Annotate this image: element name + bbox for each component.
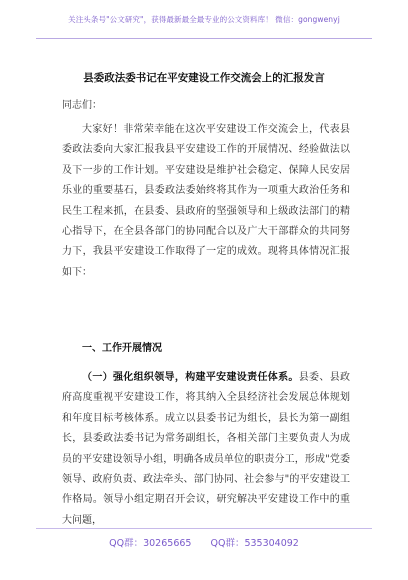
footer-contacts: [0, 535, 408, 549]
intro-paragraph: 大家好！非常荣幸能在这次平安建设工作交流会上，代表县委政法委向大家汇报我县平安建设工作的开展情况、经验做法以及下一步的工作计划。平安建设是维护社会稳定、保障人民安居乐业的重要基石，县委政法委始终将其作为一项重大政治任务和民生工程来抓，在县委、县政府的坚强领导和上级政法部门的精心指导下，在全县各部门的协同配合以及广大干部群众的共同努力下，我县平安建设工作取得了一定的成效。现将具体情况汇报如下：: [62, 124, 350, 278]
footer-divider: [36, 528, 372, 529]
salutation: 同志们：: [62, 100, 102, 111]
header-divider: [36, 38, 372, 39]
subsection-lead: （一）强化组织领导，构建平安建设责任体系。: [82, 372, 299, 383]
document-title: 县委政法委书记在平安建设工作交流会上的汇报发言: [83, 72, 325, 84]
subsection-paragraph: [62, 368, 350, 531]
section-heading: 一、工作开展情况: [82, 343, 162, 354]
qq-group-1: QQ群：30265665: [109, 538, 192, 549]
subsection-body: 县委、县政府高度重视平安建设工作，将其纳入全县经济社会发展总体规划和年度目标考核体系。成立以县委书记为组长，县长为第一副组长，县委政法委书记为常务副组长，各相关部门主要负责人为成员的平安建设领导小组，明确各成员单位的职责分工，形成"党委领导、政府负责、政法牵头、部门协同、社会参与"的平安建设工作格局。领导小组定期召开会议，研究解决平安建设工作中的重大问题，: [62, 372, 351, 526]
promo-banner: 关注头条号"公文研究"，获得最新最全最专业的公文资料库！ 微信：gongwenyj: [68, 15, 340, 24]
qq-group-2: QQ群：535304092: [210, 538, 299, 549]
